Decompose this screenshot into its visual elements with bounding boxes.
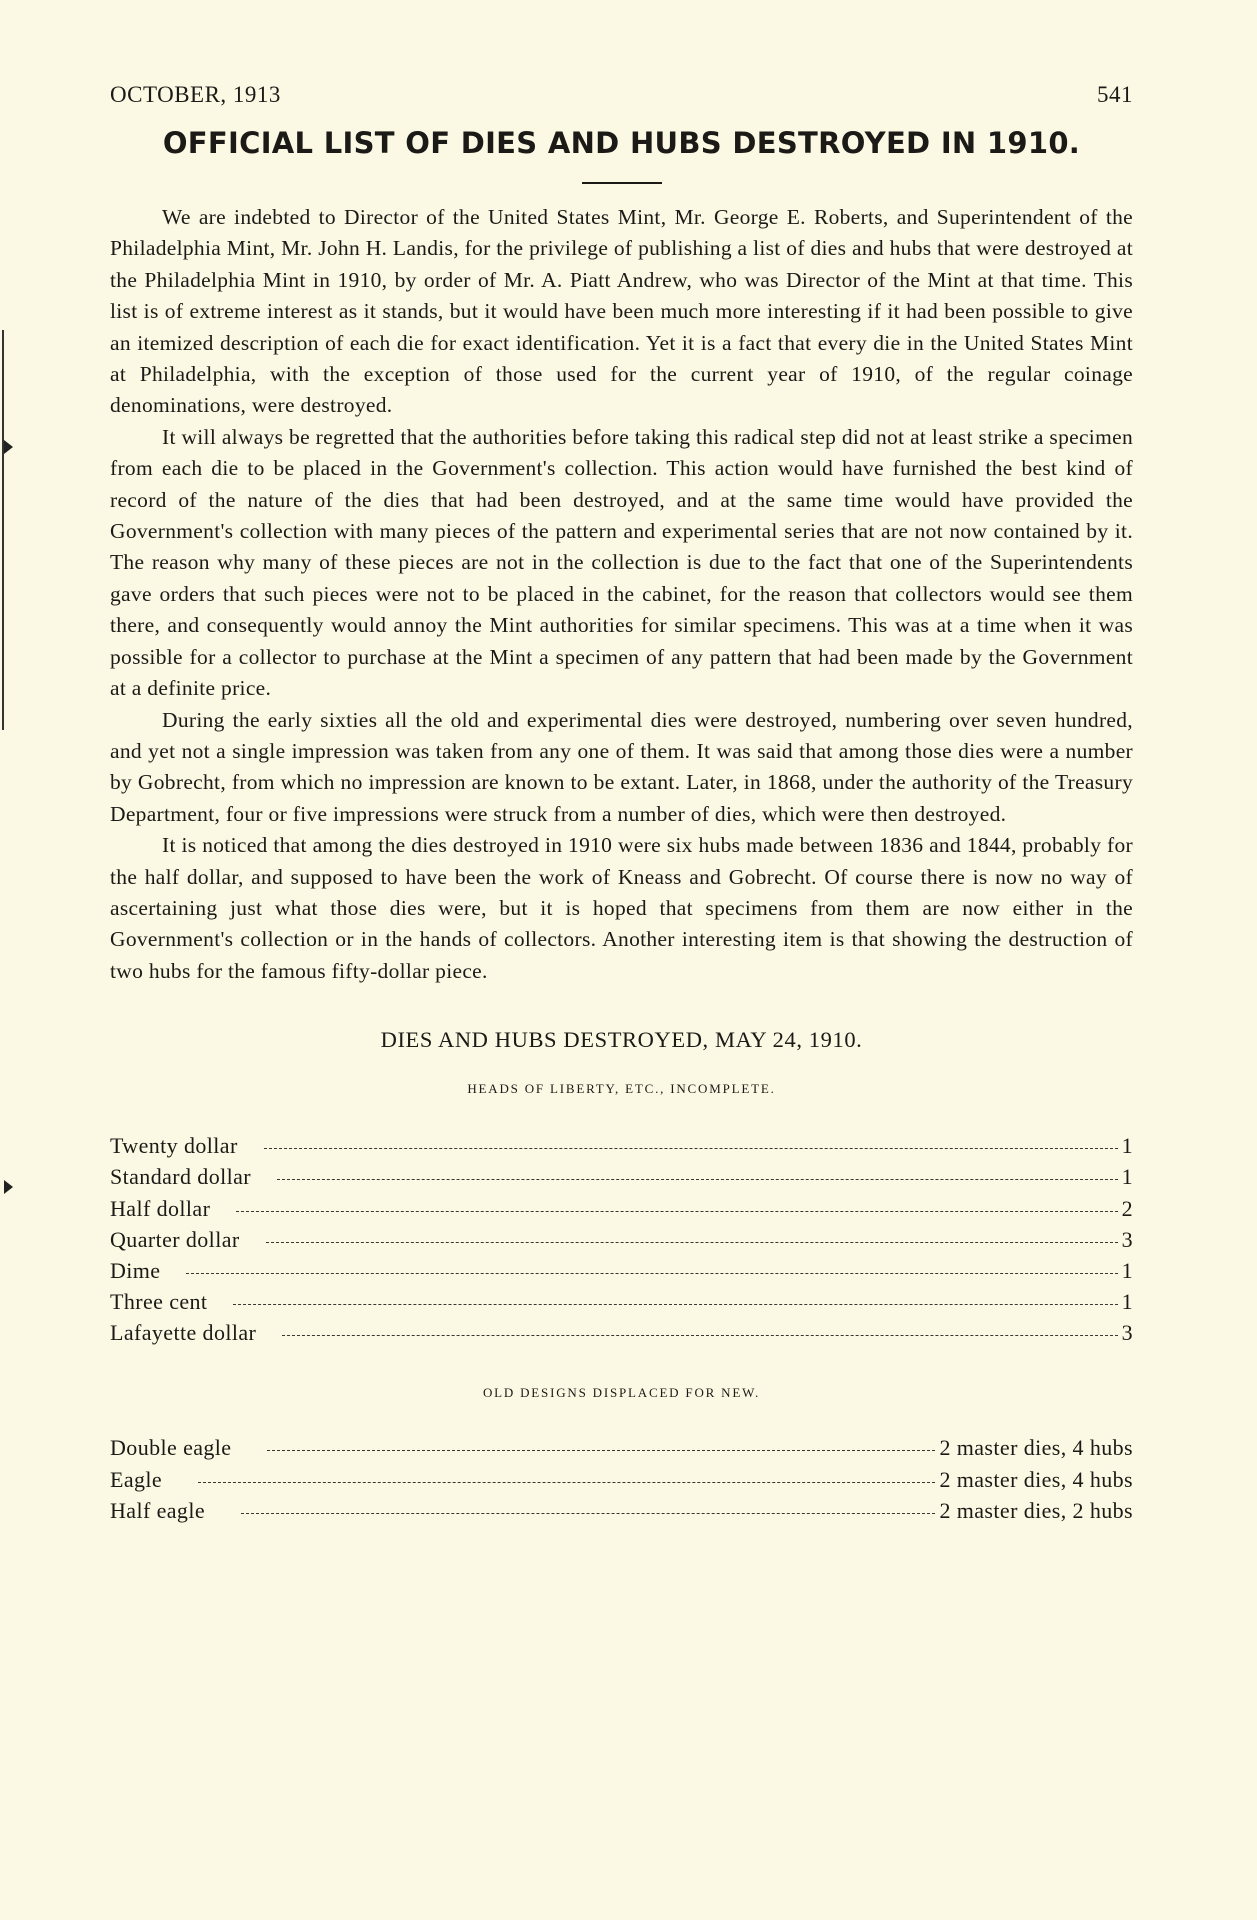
section-title: DIES AND HUBS DESTROYED, MAY 24, 1910. [380, 1027, 863, 1053]
list-old-designs [110, 1435, 1133, 1529]
page-number: 541 [1097, 82, 1133, 107]
item-name: Half eagle [110, 1497, 205, 1523]
running-head [110, 82, 1133, 108]
document-page [110, 82, 1133, 1529]
dot-leader [233, 1304, 1117, 1305]
list-heading-old-designs: OLD DESIGNS DISPLACED FOR NEW. [482, 1385, 761, 1401]
dot-leader [266, 1242, 1118, 1243]
running-head-date: OCTOBER, 1913 [110, 82, 281, 107]
list-item [110, 1258, 1133, 1289]
paragraph: It is noticed that among the dies destroyed in 1910 were six hubs made between 1836 and 1844, probably for the half dollar, and supposed to have been the work of Kneass and Gobrecht. Of course there is now no way of ascertaining just what those dies were, but it is hoped that specimens from them are now either in the Government's collection or in the hands of collectors. Another interesting item is that showing the destruction of two hubs for the famous fifty-dollar piece. [110, 833, 1133, 983]
dot-leader [186, 1273, 1117, 1274]
item-name: Double eagle [110, 1435, 232, 1461]
item-name: Standard dollar [110, 1164, 252, 1190]
list-item [110, 1435, 1133, 1466]
item-count: 3 [1121, 1320, 1133, 1346]
item-name: Eagle [110, 1466, 163, 1492]
list-item [110, 1498, 1133, 1529]
item-count: 2 master dies, 4 hubs [939, 1435, 1133, 1461]
item-count: 1 [1121, 1289, 1133, 1315]
list-heading-liberty: HEADS OF LIBERTY, ETC., INCOMPLETE. [467, 1081, 776, 1097]
dot-leader [267, 1450, 935, 1451]
dot-leader [277, 1179, 1118, 1180]
list-item [110, 1320, 1133, 1351]
dot-leader [282, 1335, 1117, 1336]
list-item [110, 1289, 1133, 1320]
dot-leader [264, 1148, 1118, 1149]
article-body [110, 202, 1133, 987]
paragraph: We are indebted to Director of the United States Mint, Mr. George E. Roberts, and Superintendent of the Philadelphia Mint, Mr. John H. Landis, for the privilege of publishing a list of dies and hubs that were destroyed at the Philadelphia Mint in 1910, by order of Mr. A. Piatt Andrew, who was Director of the Mint at that time. This list is of extreme interest as it stands, but it would have been much more interesting if it had been possible to give an itemized description of each die for exact identification. Yet it is a fact that every die in the United States Mint at Philadelphia, with the exception of those used for the current year of 1910, of the regular coinage denominations, were destroyed. [110, 205, 1133, 418]
item-count: 2 master dies, 2 hubs [939, 1497, 1133, 1523]
paragraph: During the early sixties all the old and experimental dies were destroyed, numbering over seven hundred, and yet not a single impression was taken from any one of them. It was said that among those dies were a number by Gobrecht, from which no impression are known to be extant. Later, in 1868, under the authority of the Treasury Department, four or five impressions were struck from a number of dies, which were then destroyed. [110, 707, 1133, 826]
item-name: Half dollar [110, 1195, 211, 1221]
item-name: Lafayette dollar [110, 1320, 257, 1346]
item-count: 1 [1121, 1164, 1133, 1190]
list-item [110, 1133, 1133, 1164]
item-name: Dime [110, 1257, 161, 1283]
item-count: 3 [1121, 1226, 1133, 1252]
item-count: 2 [1121, 1195, 1133, 1221]
article-title: OFFICIAL LIST OF DIES AND HUBS DESTROYED IN 1910. [162, 126, 1081, 160]
list-item [110, 1196, 1133, 1227]
item-name: Twenty dollar [110, 1133, 238, 1159]
list-item [110, 1227, 1133, 1258]
item-name: Quarter dollar [110, 1226, 240, 1252]
list-item [110, 1164, 1133, 1195]
dot-leader [236, 1211, 1117, 1212]
item-name: Three cent [110, 1289, 208, 1315]
item-count: 1 [1121, 1257, 1133, 1283]
paragraph: It will always be regretted that the authorities before taking this radical step did not at least strike a specimen from each die to be placed in the Government's collection. This action would have furnished the best kind of record of the nature of the dies that had been destroyed, and at the same time would have provided the Government's collection with many pieces of the pattern and experimental series that are not now contained by it. The reason why many of these pieces are not in the collection is due to the fact that one of the Superintendents gave orders that such pieces were not to be placed in the cabinet, for the reason that collectors would see them there, and consequently would annoy the Mint authorities for similar specimens. This was at a time when it was possible for a collector to purchase at the Mint a specimen of any pattern that had been made by the Government at a definite price. [110, 424, 1133, 701]
binding-margin [0, 0, 30, 1920]
list-item [110, 1467, 1133, 1498]
dot-leader [241, 1513, 935, 1514]
title-rule [582, 182, 662, 184]
item-count: 2 master dies, 4 hubs [939, 1466, 1133, 1492]
dot-leader [198, 1482, 935, 1483]
item-count: 1 [1121, 1133, 1133, 1159]
list-liberty-heads [110, 1133, 1133, 1351]
